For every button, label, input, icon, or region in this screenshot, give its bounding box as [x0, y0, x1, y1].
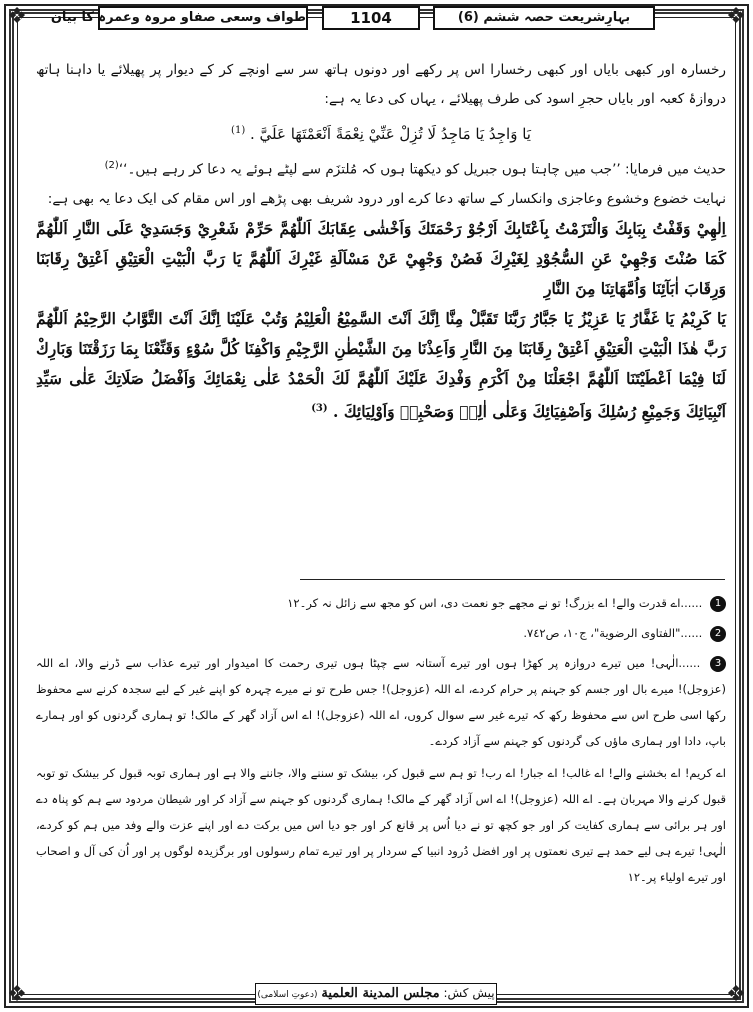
footnote-3 — [36, 650, 726, 754]
main-text — [36, 56, 726, 427]
corner-ornament-icon: ❖ — [7, 4, 27, 29]
corner-ornament-icon: ❖ — [726, 982, 746, 1007]
footnote-text: ......"الفتاوی الرضوية"، ج١٠، ص٧٤٢. — [523, 626, 703, 640]
footnote-number: 2 — [710, 626, 726, 642]
footnote-3-continuation: اے کریم! اے بخشنے والے! اے غالب! اے جبار! اے رب! تو ہم سے قبول کر، بیشک تو سننے والا، جاننے والا ہے اور ہماری توبہ قبول کر بیشک تو توبہ قبول کرنے والا مہربان ہے۔ اے اللہ (عزوجل)! اے اس آزاد گھر کے مالک! ہماری گردنوں کو جہنم سے آزاد کر اور شیطان مردود سے ہم کو پناہ دے اور ہر برائی سے ہماری کفایت کر اور جو کچھ تو نے دیا اُس پر قانع کر اور جو دیا اس میں برکت دے اور اپنے عزت والے وفد میں ہم کو کردے، الٰہی! تیرے ہی لیے حمد ہے تیری نعمتوں پر اور افضل دُرود انبیا کے سردار پر اور تیرے تمام رسولوں اور برگزیدہ لوگوں پر اور اُن کی آل و اصحاب اور تیرے اولیاء پر۔۱۲ — [36, 766, 726, 884]
footnote-2 — [36, 620, 726, 646]
dua-1-text: يَا وَاجِدُ يَا مَاجِدُ لَا تُزِلْ عَنِّيْ نِعْمَةً اَنْعَمْتَهَا عَلَيَّ . — [250, 125, 531, 143]
dua-3-text: يَا كَرِيْمُ يَا غَفَّارُ يَا عَزِيْزُ يَا جَبَّارُ رَبَّنَا تَقَبَّلْ مِنَّا اِنَّكَ اَنْتَ السَّمِيْعُ الْعَلِيْمُ وَتُبْ عَلَيْنَا اِنَّكَ اَنْتَ التَّوَّابُ الرَّحِيْمُ اَللّٰهُمَّ رَبَّ هٰذَا الْبَيْتِ الْعَتِيْقِ اَعْتِقْ رِقَابَنَا مِنَ النَّارِ وَاَعِذْنَا مِنَ الشَّيْطٰنِ الرَّجِيْمِ وَاكْفِنَا كُلَّ سُوْءٍ وَقَنِّعْنَا بِمَا رَزَقْتَنَا وَبَارِكْ لَنَا فِيْمَا اَعْطَيْتَنَا اَللّٰهُمَّ اجْعَلْنَا مِنْ اَكْرَمِ وَفْدِكَ عَلَيْكَ اَللّٰهُمَّ لَكَ الْحَمْدُ عَلٰى نِعْمَائِكَ وَاَفْضَلُ صَلَاتِكَ عَلٰى سَيِّدِ اَنْبِيَائِكَ وَجَمِيْعِ رُسُلِكَ وَاَصْفِيَائِكَ وَعَلٰى اٰلِهٖ وَصَحْبِهٖ وَاَوْلِيَائِكَ . — [36, 308, 726, 421]
footnote-ref-2[interactable]: (2) — [104, 160, 119, 171]
footer-presenter: پیش کش: — [443, 986, 495, 1000]
footnote-divider — [300, 579, 725, 580]
footnote-text: ......اے قدرت والے! اے بزرگ! تو نے مجھے جو نعمت دی، اس کو مجھ سے زائل نہ کر۔۱۲ — [287, 596, 703, 610]
footer-publisher: مجلس المدينة العلمية — [321, 986, 440, 1001]
footnote-1 — [36, 590, 726, 616]
footnotes — [36, 590, 726, 890]
dua-2: اِلٰهِيْ وَقَفْتُ بِبَابِكَ وَالْتَزَمْتُ بِاَعْتَابِكَ اَرْجُوْ رَحْمَتَكَ وَاَخْشٰى عِقَابَكَ اَللّٰهُمَّ حَرِّمْ شَعْرِيْ وَجَسَدِيْ عَلَى النَّارِ اَللّٰهُمَّ كَمَا صُنْتَ وَجْهِيْ عَنِ السُّجُوْدِ لِغَيْرِكَ فَصُنْ وَجْهِيْ عَنْ مَسْاَلَةِ غَيْرِكَ اَللّٰهُمَّ يَا رَبَّ الْبَيْتِ الْعَتِيْقِ اَعْتِقْ رِقَابَنَا وَرِقَابَ اٰبَآئِنَا وَاُمَّهَاتِنَا مِنَ النَّارِ — [36, 218, 726, 298]
dua-3 — [36, 304, 726, 427]
footer-sub: (دعوتِ اسلامی) — [257, 990, 318, 1000]
chapter-topic: طواف وسعی صفاو مروہ وعمرہ کا بیان — [98, 6, 308, 30]
footnote-ref-3[interactable]: (3) — [311, 402, 328, 414]
paragraph-2 — [36, 151, 726, 185]
corner-ornament-icon: ❖ — [726, 4, 746, 29]
publisher-footer — [255, 983, 497, 1005]
footnote-number: 1 — [710, 596, 726, 612]
footnote-ref-1[interactable]: (1) — [231, 125, 246, 136]
page-number: 1104 — [322, 6, 420, 30]
footnote-text: ......الٰہی! میں تیرے دروازہ پر کھڑا ہوں اور تیرے آستانہ سے چپٹا ہوں تیری رحمت کا امیدوار اور تیرے عذاب سے ڈرنے والا، اے اللہ (عزوجل)! میرے بال اور جسم کو جہنم پر حرام کردے، اے اللہ (عزوجل)! جس طرح تو نے میرے چہرہ کو اپنے غیر کے لیے سجدہ کرنے سے محفوظ رکھا اسی طرح اس سے محفوظ رکھ کہ تیرے غیر سے سوال کروں، اے اللہ (عزوجل)! اے اس آزاد گھر کے مالک! تو ہماری گردنوں کو اور ہمارے باپ، دادا اور ہماری ماؤں کی گردنوں کو جہنم سے آزاد کردے۔ — [36, 656, 726, 748]
footnote-number: 3 — [710, 656, 726, 672]
dua-1 — [36, 116, 726, 149]
book-title: بہارِشریعت حصہ ششم (6) — [433, 6, 655, 30]
paragraph-2-text: حدیث میں فرمایا: ’’جب میں چاہتا ہوں جبریل کو دیکھتا ہوں کہ مُلتزَم سے لپٹے ہوئے یہ دعا کر رہے ہیں۔‘‘ — [118, 161, 726, 178]
paragraph-3: نہایت خضوع وخشوع وعاجزی وانکسار کے ساتھ دعا کرے اور درود شریف بھی پڑھے اور اس مقام کی ایک دعا یہ بھی ہے: — [47, 190, 726, 207]
paragraph-1: رخسارہ اور کبھی بایاں اور کبھی رخسارا اس پر رکھے اور دونوں ہاتھ سر سے اونچے کر کے دیوار پر پھیلائے یا داہنا ہاتھ دروازۂ کعبہ اور بایاں حجرِ اسود کی طرف پھیلائے ، یہاں کی دعا یہ ہے: — [36, 62, 726, 107]
corner-ornament-icon: ❖ — [7, 982, 27, 1007]
